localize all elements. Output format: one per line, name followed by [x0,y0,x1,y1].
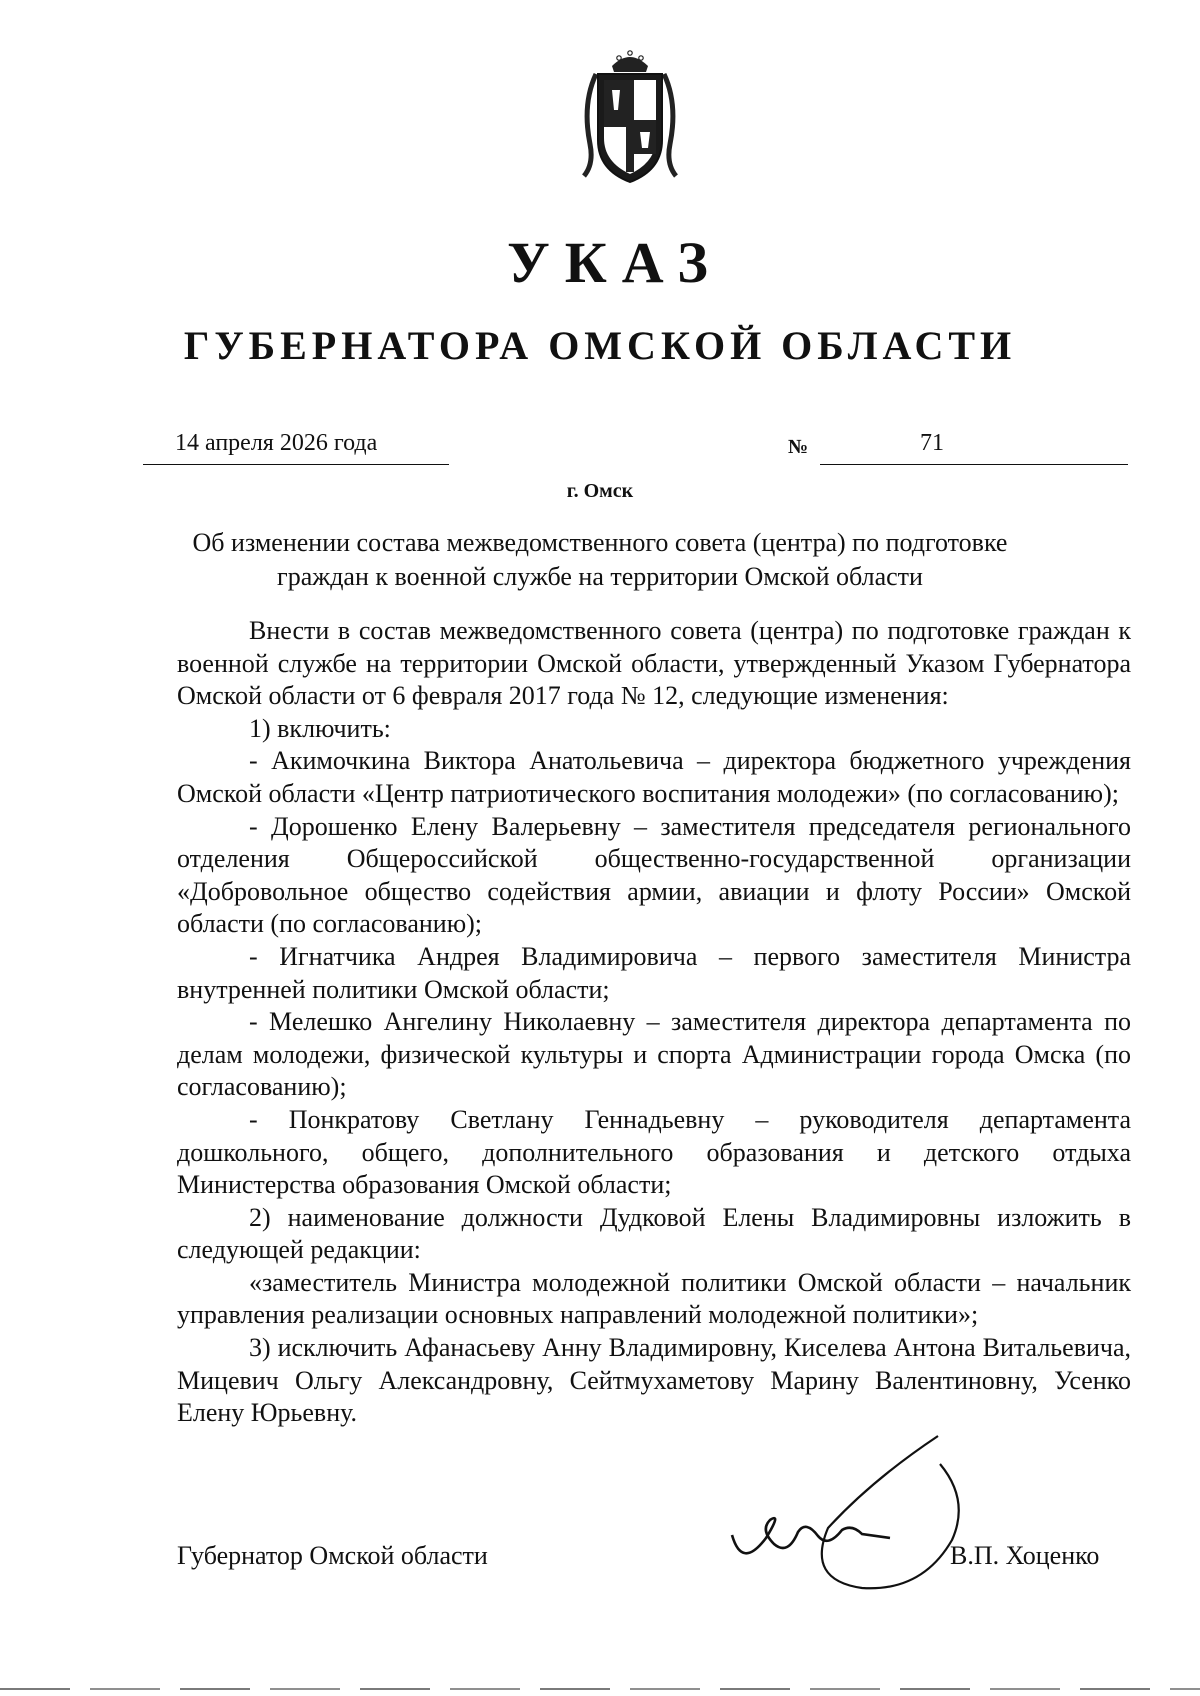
paragraph: - Акимочкина Виктора Анатольевича – директора бюджетного учреждения Омской области «Центр патриотического воспитания молодежи» (по согласованию); [177,746,1131,808]
paragraph: 3) исключить Афанасьеву Анну Владимировну, Киселева Антона Витальевича, Мицевич Ольгу Александровну, Сейтмухаметову Марину Валентиновну, Усенко Елену Юрьевну. [177,1333,1131,1428]
decree-body [177,615,1131,1430]
document-title: УКАЗ [507,230,723,295]
document-date: 14 апреля 2026 года [175,430,378,456]
paragraph: 2) наименование должности Дудковой Елены Владимировны изложить в следующей редакции: [177,1202,1131,1265]
number-field [820,428,1128,465]
date-field [143,428,449,465]
paragraph: - Понкратову Светлану Геннадьевну – руководителя департамента дошкольного, общего, дополнительного образования и детского отдыха Министерства образования Омской области; [177,1104,1131,1200]
document-number: 71 [920,430,944,456]
paragraph: Внести в состав межведомственного совета (центра) по подготовке граждан к военной службе на территории Омской области, утвержденный Указом Губернатора Омской области от 6 февраля 2017 года № 12, следующие изменения: [177,616,1131,711]
number-label: № [788,436,809,458]
handwritten-signature-icon [722,1420,1022,1600]
document-subtitle: ГУБЕРНАТОРА ОМСКОЙ ОБЛАСТИ [183,323,1017,368]
paragraph: - Мелешко Ангелину Николаевну – заместителя директора департамента по делам молодежи, физической культуры и спорта Администрации города Омска (по согласованию); [177,1007,1131,1102]
signer-position: Губернатор Омской области [177,1541,488,1570]
paragraph: - Игнатчика Андрея Владимировича – первого заместителя Министра внутренней политики Омской области; [177,941,1131,1004]
scan-edge-divider [0,1688,1200,1690]
coat-of-arms-icon [572,44,688,186]
city: г. Омск [566,480,634,502]
signer-name: В.П. Хоценко [950,1541,1100,1570]
paragraph: 1) включить: [249,713,391,743]
paragraph: «заместитель Министра молодежной политики Омской области – начальник управления реализации основных направлений молодежной политики»; [177,1267,1131,1330]
decree-heading [180,526,1020,594]
heading-line: граждан к военной службе на территории Омской области [277,562,923,591]
heading-line: Об изменении состава межведомственного совета (центра) по подготовке [192,528,1008,557]
paragraph: - Дорошенко Елену Валерьевну – заместителя председателя регионального отделения Общероссийской общественно-государственной организации «Добровольное общество содействия армии, авиации и флоту России» Омской области (по согласованию); [177,811,1131,939]
